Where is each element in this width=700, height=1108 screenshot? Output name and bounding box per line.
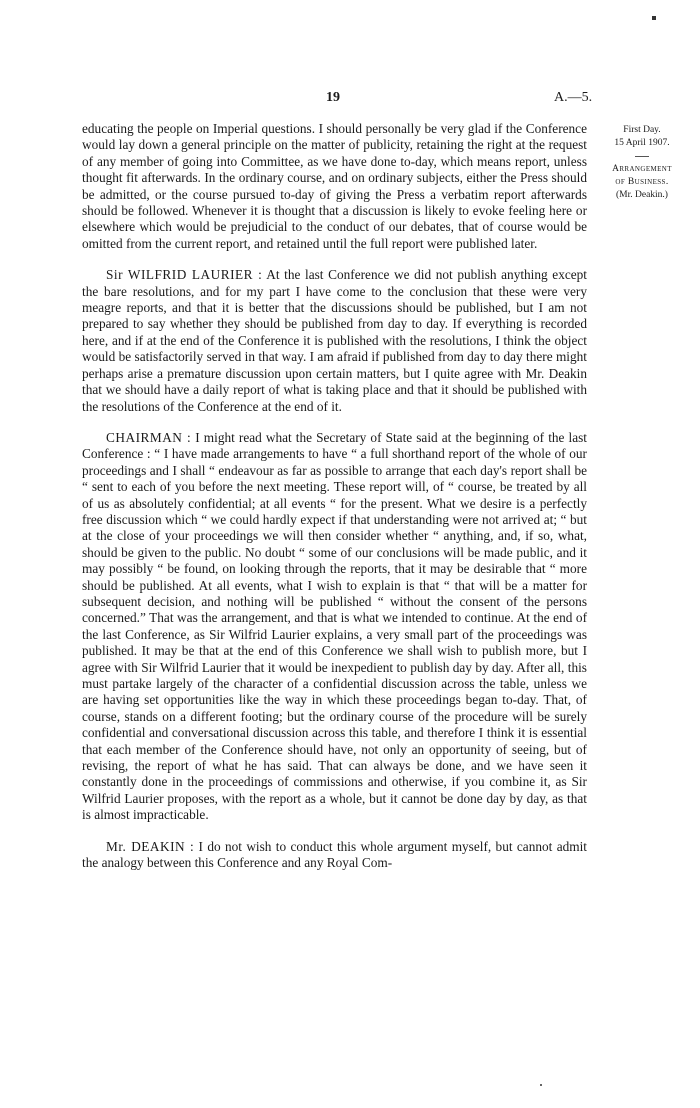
margin-notes — [604, 124, 680, 202]
paragraph-chairman — [82, 430, 587, 824]
page-header — [0, 90, 700, 110]
page-number: 19 — [326, 90, 340, 105]
speaker-name: Sir WILFRID LAURIER : — [106, 267, 263, 283]
margin-section-subtitle: of Business. — [615, 177, 669, 187]
margin-speaker-ref: (Mr. Deakin.) — [616, 190, 668, 200]
margin-date: 15 April 1907. — [614, 138, 670, 148]
paragraph-continuation — [82, 121, 587, 252]
margin-day: First Day. — [623, 125, 661, 135]
document-reference: A.—5. — [554, 90, 593, 105]
paragraph-laurier — [82, 267, 587, 415]
paragraph-text: I might read what the Secretary of State said at the beginning of the last Conference : “ I have made arrangements to have “ a full shorthand report of the whole of our proceedings and I shall “ endeavour as far as possible to arrange that each day's report shall be “ sent to each of you before the next meeting. These report will, of “ course, be treated by all of us as absolutely confidential; at all events “ for the present. What we desire is a perfectly free discussion which “ we could hardly expect if that understanding were not arrived at; “ but at the close of your proceedings we will then consider whether “ anything, and, if so, what, should be given to the public. No doubt “ some of our conclusions will be made public, and it may possibly “ be found, on looking through the reports, that it may be desirable that “ more should be published. At all events, what I wish to explain is that “ that will be a matter for subsequent decision, and nothing will be published “ without the consent of the persons concerned.” That was the arrangement, and that is what we intended to continue. At the end of the last Conference, as Sir Wilfrid Laurier explains, a very small part of the proceedings was published. It may be that at the end of this Conference we shall wish to publish more, but I agree with Sir Wilfrid Laurier that it would be inexpedient to publish day by day. After all, this must partake largely of the character of a confidential discussion across the table, unless we are having set opportunities like the way in which these proceedings began to-day. That, of course, stands on a different footing; but the ordinary course of the procedure will be surely confidential and conversational discussion across this table, and therefore I think it is essential that each member of the Conference should have, not only an opportunity of seeing, but of revising, the report of what he has said. That can always be done, and we have seen it constantly done in the proceedings of commissions and otherwise, if you combine it, as Sir Wilfrid Laurier proposes, with the report as a whole, but it cannot be done day by day, as that is almost impracticable. — [82, 429, 587, 823]
paragraph-text: educating the people on Imperial questions. I should personally be very glad if the Conference would lay down a general principle on the matter of publicity, retaining the right at the request of any member of going into Committee, as we have done to-day, which means report, unless thought fit afterwards. In the ordinary course, and on ordinary subjects, either the Press should be admitted, or the course pursued to-day of giving the Press a verbatim report afterwards should be followed. Whenever it is thought that a discussion is likely to evoke feeling here or elsewhere which would be prejudicial to the conduct of our debates, that of course would be omitted from the current report, and retained until the full report were published later. — [82, 121, 587, 251]
scan-mark — [652, 16, 656, 20]
margin-section-title: Arrangement — [612, 164, 672, 174]
speaker-name: CHAIRMAN : — [106, 429, 192, 445]
paragraph-text: I do not wish to conduct this whole argument myself, but cannot admit the analogy between this Conference and any Royal Com- — [82, 838, 587, 871]
margin-divider — [635, 156, 649, 157]
body-text — [82, 121, 587, 886]
speaker-name: Mr. DEAKIN : — [106, 838, 195, 854]
scan-mark — [540, 1084, 542, 1086]
paragraph-deakin — [82, 839, 587, 872]
paragraph-text: At the last Conference we did not publish anything except the bare resolutions, and for my part I have come to the conclusion that these were very meagre reports, and that it is better that the discussions should be published, but I am not prepared to say whether they should be published from day to day. If everything is recorded here, and if at the end of the Conference it is published with the resolutions, I think the object would be satisfactorily served in that way. I am afraid if published from day to day there might perhaps arise a premature discussion upon certain matters, but I quite agree with Mr. Deakin that we should have a daily report of what is taking place and that it should be published with the resolutions of the Conference at the end of it. — [82, 267, 587, 414]
